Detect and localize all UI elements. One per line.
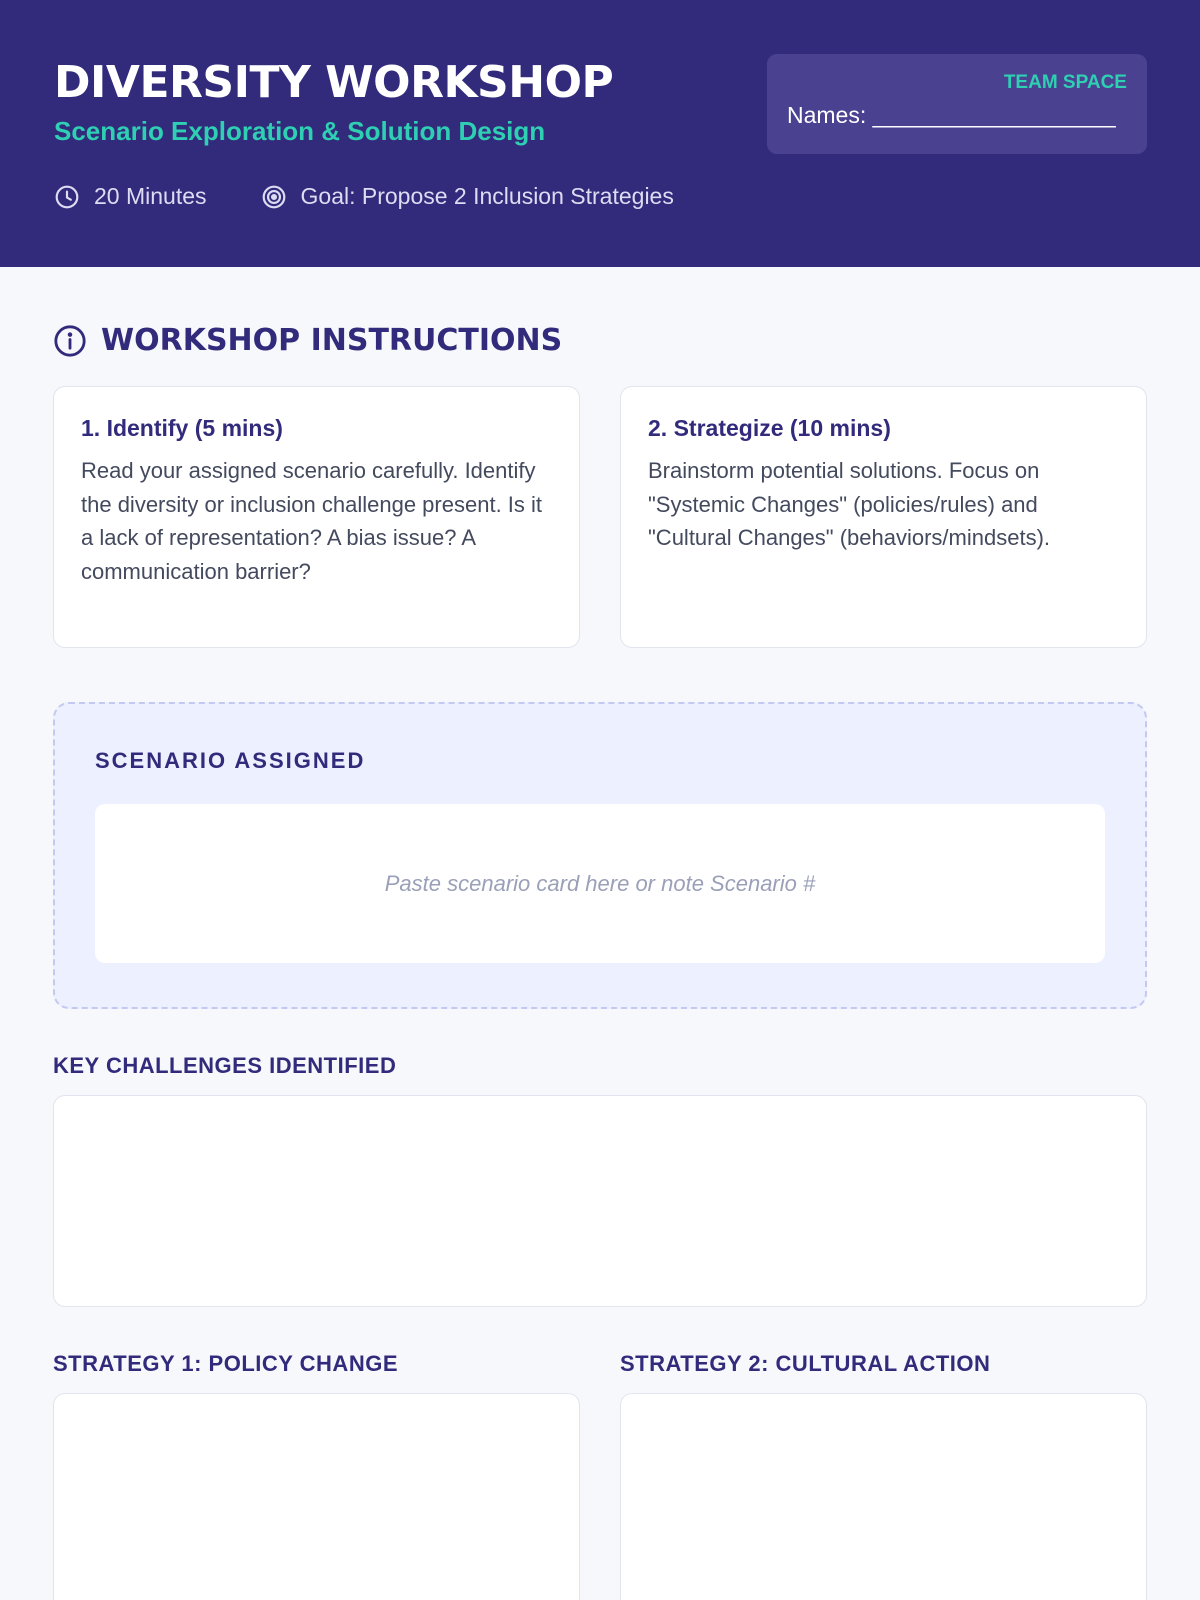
instructions-row xyxy=(53,386,1147,648)
instruction-body: Brainstorm potential solutions. Focus on "Systemic Changes" (policies/rules) and "Cultural Changes" (behaviors/mindsets). xyxy=(648,458,1051,550)
instruction-card-strategize xyxy=(620,386,1147,648)
page-title: DIVERSITY WORKSHOP xyxy=(54,57,614,108)
instruction-body: Read your assigned scenario carefully. Identify the diversity or inclusion challenge present. Is it a lack of representation? A bias issue? A communication barrier? xyxy=(81,458,543,584)
strategy-2-input[interactable] xyxy=(620,1393,1147,1600)
strategy-1-input[interactable] xyxy=(53,1393,580,1600)
clock-icon xyxy=(54,184,80,210)
scenario-input[interactable]: Paste scenario card here or note Scenario # xyxy=(95,804,1105,963)
strategy-1 xyxy=(53,1351,580,1600)
goal-text: Goal: Propose 2 Inclusion Strategies xyxy=(300,183,674,209)
info-icon xyxy=(53,324,87,358)
instructions-title: WORKSHOP INSTRUCTIONS xyxy=(101,323,563,358)
instruction-heading: 2. Strategize (10 mins) xyxy=(648,415,891,441)
challenges-input[interactable] xyxy=(53,1095,1147,1307)
duration-item xyxy=(54,183,207,210)
strategy-2-label: STRATEGY 2: CULTURAL ACTION xyxy=(620,1351,991,1376)
strategy-2 xyxy=(620,1351,1147,1600)
team-space-box xyxy=(767,54,1147,154)
strategy-1-label: STRATEGY 1: POLICY CHANGE xyxy=(53,1351,398,1376)
scenario-section xyxy=(53,702,1147,1009)
strategies-row xyxy=(53,1351,1147,1600)
team-names-field[interactable]: Names: ___________________ xyxy=(787,102,1116,128)
scenario-label: SCENARIO ASSIGNED xyxy=(95,748,366,773)
team-space-label: TEAM SPACE xyxy=(1003,72,1127,93)
duration-text: 20 Minutes xyxy=(94,183,207,209)
challenges-label: KEY CHALLENGES IDENTIFIED xyxy=(53,1053,397,1078)
main-content xyxy=(0,323,1200,1600)
target-icon xyxy=(261,184,287,210)
workshop-meta xyxy=(54,183,674,210)
header xyxy=(0,0,1200,267)
goal-item xyxy=(261,183,674,210)
page-subtitle: Scenario Exploration & Solution Design xyxy=(54,116,546,146)
instructions-heading xyxy=(53,323,1147,358)
instruction-card-identify xyxy=(53,386,580,648)
instruction-heading: 1. Identify (5 mins) xyxy=(81,415,283,441)
